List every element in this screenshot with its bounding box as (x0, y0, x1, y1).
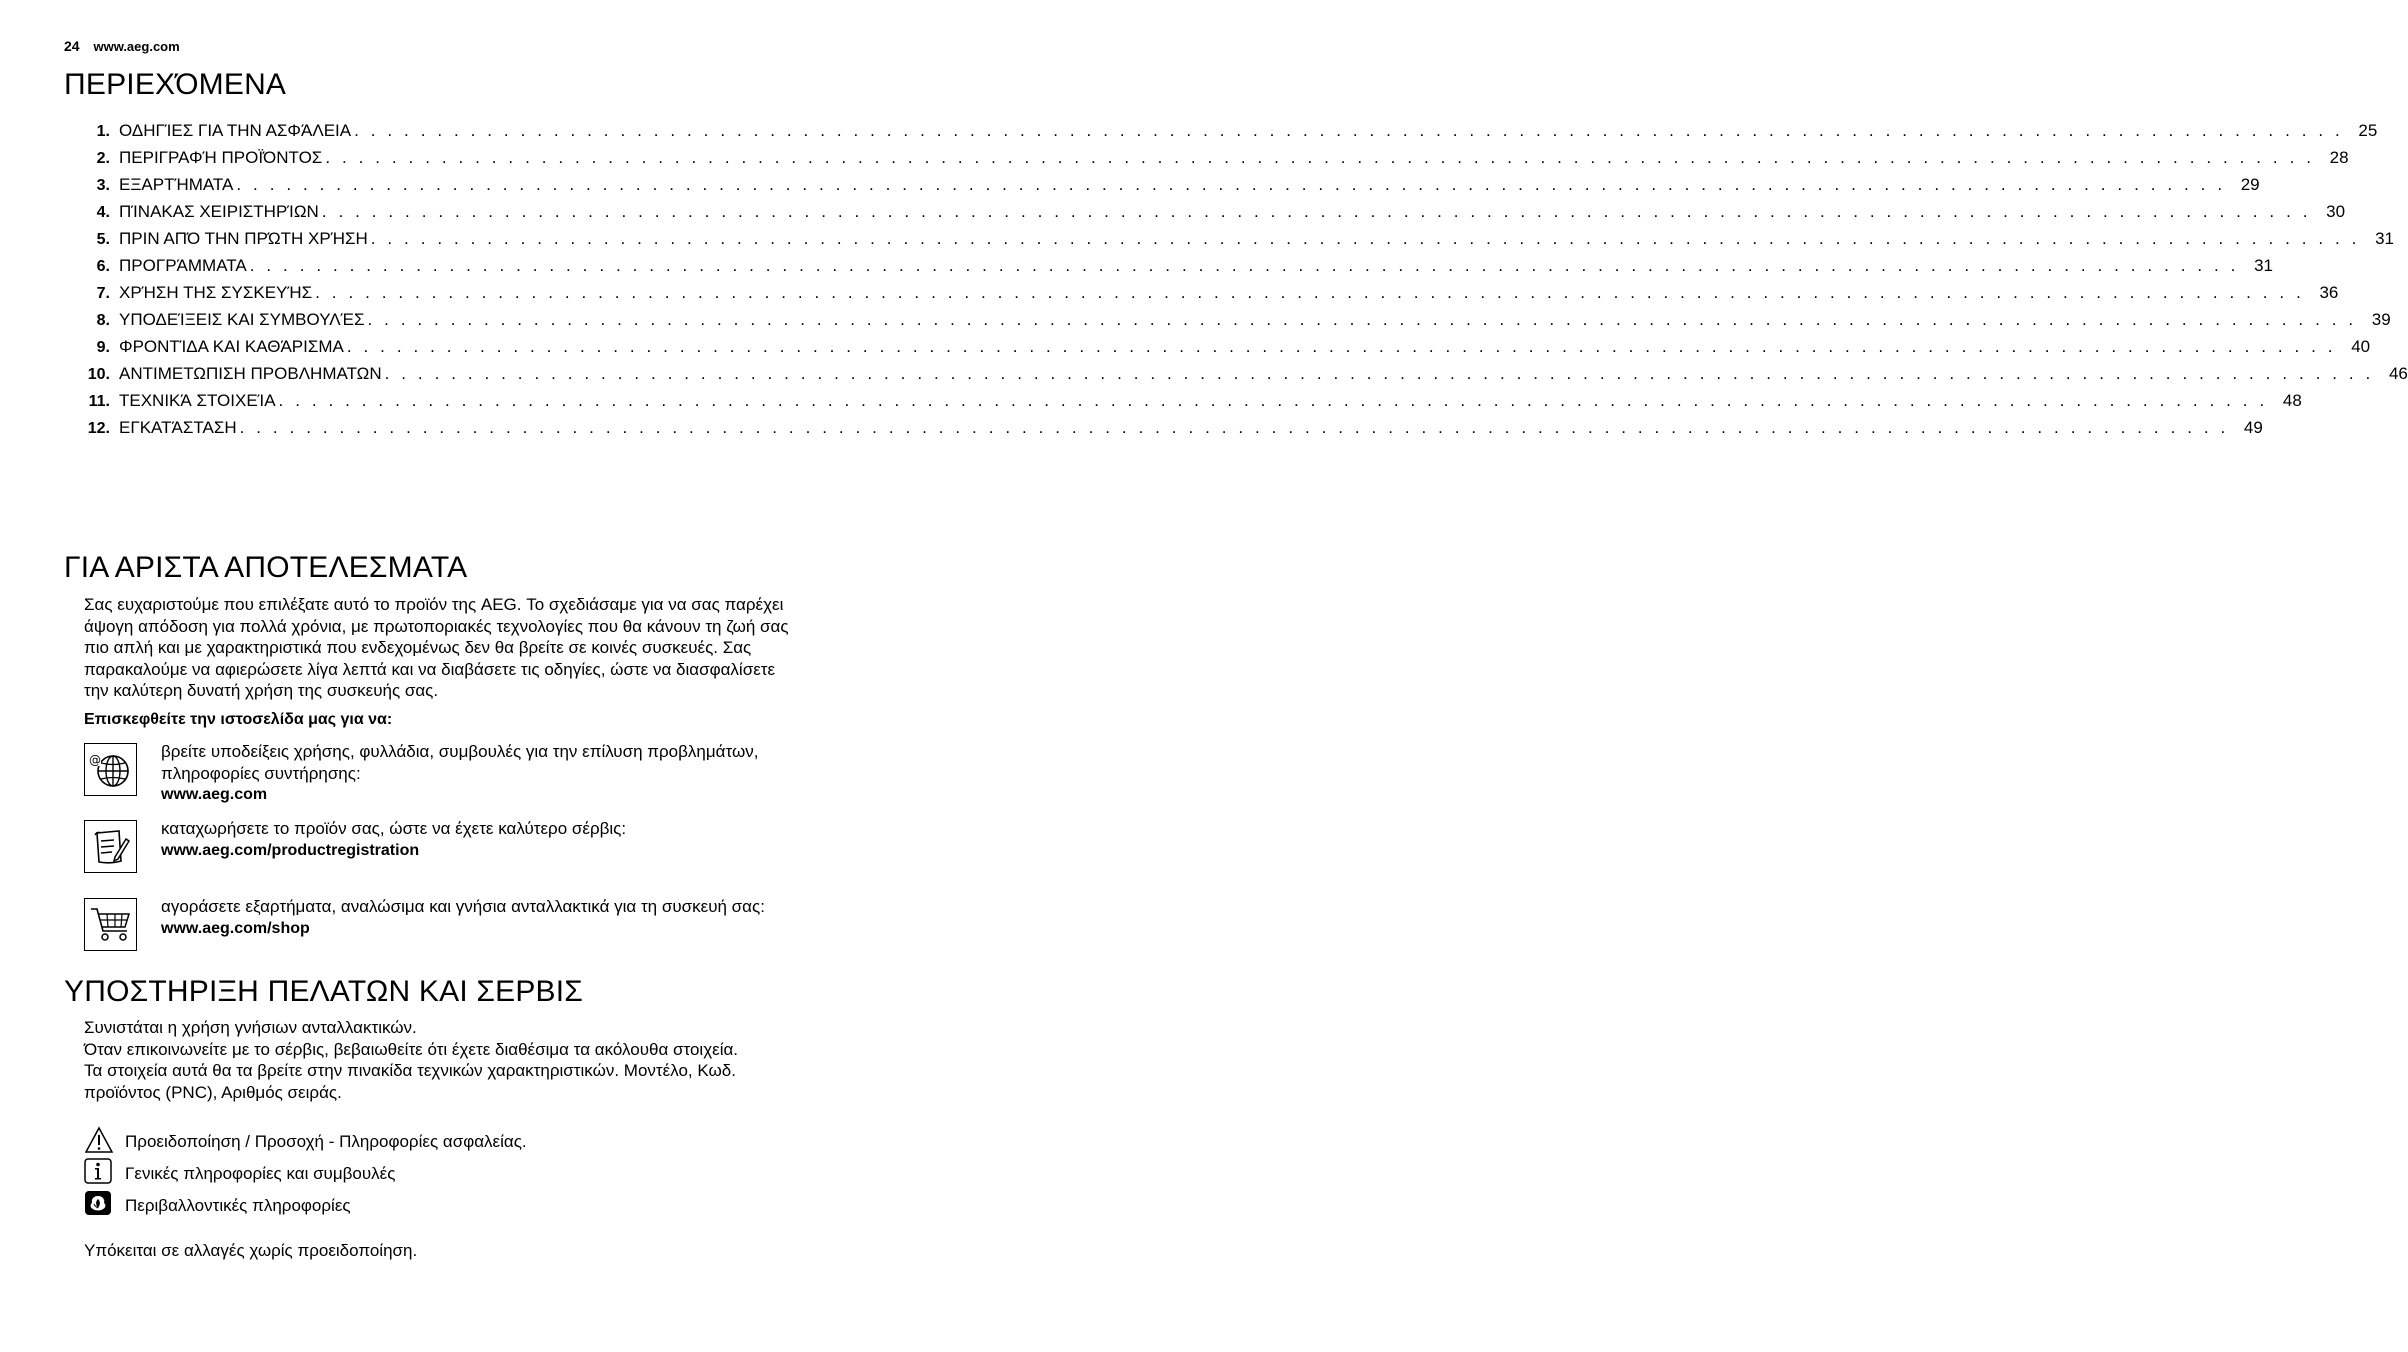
toc-row[interactable] (80, 202, 2346, 229)
legend-text: Προειδοποίηση / Προσοχή - Πληροφορίες ασφαλείας. (125, 1132, 527, 1151)
registration-form-icon (84, 820, 137, 873)
support-line: προϊόντος (PNC), Αριθμός σειράς. (84, 1082, 342, 1102)
toc-leader-dots: . . . . . . . . . . . . . . . . . . . . . . . . . . . . . . . . . . . . . . . . . . . . . . . . . . . . . . . . . . . . . . . . . . . . . . . . . . . . . . . . . . . . . . . . . . . . . . . . . . . . . . . . . . . . . . . . . . . . . . . . (354, 121, 2344, 140)
toc-leader-dots: . . . . . . . . . . . . . . . . . . . . . . . . . . . . . . . . . . . . . . . . . . . . . . . . . . . . . . . . . . . . . . . . . . . . . . . . . . . . . . . . . . . . . . . . . . . . . . . . . . . . . . . . . . . . . . . . . . . . . . . . (249, 256, 2239, 275)
toc-number: 5. (96, 231, 110, 248)
toc-page-number: 31 (2375, 229, 2394, 248)
toc-title[interactable]: ΦΡΟΝΤΊΔΑ ΚΑΙ ΚΑΘΆΡΙΣΜΑ (119, 337, 344, 356)
toc-page-number: 31 (2254, 256, 2273, 275)
toc-title[interactable]: ΥΠΟΔΕΊΞΕΙΣ ΚΑΙ ΣΥΜΒΟΥΛΈΣ (119, 310, 365, 329)
visit-line: καταχωρήσετε το προϊόν σας, ώστε να έχετε καλύτερο σέρβις: (161, 819, 627, 838)
toc-page-number: 49 (2243, 418, 2263, 437)
svg-text:@: @ (89, 753, 101, 767)
toc-title[interactable]: ΑΝΤΙΜΕΤΩΠΙΣΗ ΠΡΟΒΛΗΜΑΤΩΝ (119, 364, 382, 383)
toc-leader-dots: . . . . . . . . . . . . . . . . . . . . . . . . . . . . . . . . . . . . . . . . . . . . . . . . . . . . . . . . . . . . . . . . . . . . . . . . . . . . . . . . . . . . . . . . . . . . . . . . . . . . . . . . . . . . . . . . . . . . . . . . (278, 391, 2268, 410)
legend-text: Περιβαλλοντικές πληροφορίες (125, 1196, 351, 1215)
toc-page-number: 25 (2358, 121, 2378, 140)
visit-text (161, 896, 881, 939)
table-of-contents (80, 121, 2408, 445)
toc-number: 3. (96, 177, 110, 194)
toc-page-number: 28 (2329, 148, 2349, 167)
toc-title[interactable]: ΠΊΝΑΚΑΣ ΧΕΙΡΙΣΤΗΡΊΩΝ (119, 202, 319, 221)
toc-row[interactable] (80, 256, 2273, 283)
support-paragraph (84, 1017, 899, 1103)
legend-item (84, 1158, 684, 1188)
page-number: 24 (64, 38, 80, 54)
toc-row[interactable] (80, 418, 2263, 445)
website-link[interactable]: www.aeg.com (161, 786, 268, 803)
toc-title[interactable]: ΠΕΡΙΓΡΑΦΉ ΠΡΟΪΌΝΤΟΣ (119, 148, 323, 167)
toc-leader-dots: . . . . . . . . . . . . . . . . . . . . . . . . . . . . . . . . . . . . . . . . . . . . . . . . . . . . . . . . . . . . . . . . . . . . . . . . . . . . . . . . . . . . . . . . . . . . . . . . . . . . . . . . . . . . . . . . . . . . . . . . (325, 148, 2315, 167)
legend-item (84, 1126, 684, 1156)
toc-row[interactable] (80, 175, 2260, 202)
support-line: Συνιστάται η χρήση γνήσιων ανταλλακτικών. (84, 1018, 417, 1037)
registration-link[interactable]: www.aeg.com/productregistration (161, 841, 420, 859)
page-header (64, 38, 180, 54)
shop-link[interactable]: www.aeg.com/shop (161, 919, 310, 937)
toc-leader-dots: . . . . . . . . . . . . . . . . . . . . . . . . . . . . . . . . . . . . . . . . . . . . . . . . . . . . . . . . . . . . . . . . . . . . . . . . . . . . . . . . . . . . . . . . . . . . . . . . . . . . . . . . . . . . . . . . . . . . . . . . (236, 175, 2226, 194)
toc-title[interactable]: ΟΔΗΓΊΕΣ ΓΙΑ ΤΗΝ ΑΣΦΆΛΕΙΑ (119, 121, 352, 140)
intro-line: παρακαλούμε να αφιερώσετε λίγα λεπτά και να διαβάσετε τις οδηγίες, ώστε να διασφαλίσετε (84, 659, 776, 679)
toc-page-number: 46 (2388, 364, 2408, 383)
footer-note: Υπόκειται σε αλλαγές χωρίς προειδοποίηση. (84, 1241, 418, 1260)
support-line: Τα στοιχεία αυτά θα τα βρείτε στην πινακίδα τεχνικών χαρακτηριστικών. Μοντέλο, Κωδ. (84, 1061, 736, 1080)
results-heading: ΓΙΑ ΑΡΙΣΤΑ ΑΠΟΤΕΛΕΣΜΑΤΑ (64, 551, 468, 584)
toc-row[interactable] (80, 148, 2349, 175)
toc-number: 6. (96, 258, 110, 275)
intro-line: Σας ευχαριστούμε που επιλέξατε αυτό το προϊόν της AEG. Το σχεδιάσαμε για να σας παρέχει (84, 595, 784, 614)
toc-row[interactable] (80, 364, 2408, 391)
support-heading: ΥΠΟΣΤΗΡΙΞΗ ΠΕΛΑΤΩΝ ΚΑΙ ΣΕΡΒΙΣ (64, 975, 584, 1008)
toc-page-number: 48 (2282, 391, 2302, 410)
toc-leader-dots: . . . . . . . . . . . . . . . . . . . . . . . . . . . . . . . . . . . . . . . . . . . . . . . . . . . . . . . . . . . . . . . . . . . . . . . . . . . . . . . . . . . . . . . . . . . . . . . . . . . . . . . . . . . . . . . . . . . . . . . . (321, 202, 2312, 221)
intro-paragraph (84, 594, 899, 702)
toc-leader-dots: . . . . . . . . . . . . . . . . . . . . . . . . . . . . . . . . . . . . . . . . . . . . . . . . . . . . . . . . . . . . . . . . . . . . . . . . . . . . . . . . . . . . . . . . . . . . . . . . . . . . . . . . . . . . . . . . . . . . . . . . (367, 310, 2357, 329)
toc-number: 2. (96, 150, 110, 167)
toc-page-number: 40 (2351, 337, 2371, 356)
info-icon (84, 1158, 112, 1184)
toc-title[interactable]: ΕΓΚΑΤΆΣΤΑΣΗ (119, 418, 237, 437)
visit-text (161, 818, 881, 861)
toc-number: 4. (96, 204, 110, 221)
toc-number: 7. (96, 285, 110, 302)
toc-title[interactable]: ΠΡΟΓΡΆΜΜΑΤΑ (119, 256, 247, 275)
toc-number: 12. (87, 420, 110, 437)
toc-leader-dots: . . . . . . . . . . . . . . . . . . . . . . . . . . . . . . . . . . . . . . . . . . . . . . . . . . . . . . . . . . . . . . . . . . . . . . . . . . . . . . . . . . . . . . . . . . . . . . . . . . . . . . . . . . . . . . . . . . . . . . . . (239, 418, 2229, 437)
visit-item (84, 898, 884, 954)
toc-leader-dots: . . . . . . . . . . . . . . . . . . . . . . . . . . . . . . . . . . . . . . . . . . . . . . . . . . . . . . . . . . . . . . . . . . . . . . . . . . . . . . . . . . . . . . . . . . . . . . . . . . . . . . . . . . . . . . . . . . . . . . . . (315, 283, 2305, 302)
toc-number: 11. (88, 393, 110, 410)
toc-number: 9. (96, 339, 110, 356)
visit-item (84, 820, 884, 876)
header-website: www.aeg.com (93, 39, 180, 54)
toc-row[interactable] (80, 310, 2391, 337)
toc-heading: ΠΕΡΙΕΧΌΜΕΝΑ (64, 68, 287, 101)
toc-number: 8. (96, 312, 110, 329)
toc-row[interactable] (80, 391, 2302, 418)
web-globe-icon (84, 743, 137, 796)
toc-row[interactable] (80, 337, 2371, 364)
intro-line: πιο απλή και με χαρακτηριστικά που ενδεχομένως δεν θα βρείτε σε κοινές συσκευές. Σας (84, 638, 752, 657)
toc-page-number: 39 (2371, 310, 2391, 329)
toc-title[interactable]: ΧΡΉΣΗ ΤΗΣ ΣΥΣΚΕΥΉΣ (119, 283, 313, 302)
toc-row[interactable] (80, 283, 2339, 310)
toc-leader-dots: . . . . . . . . . . . . . . . . . . . . . . . . . . . . . . . . . . . . . . . . . . . . . . . . . . . . . . . . . . . . . . . . . . . . . . . . . . . . . . . . . . . . . . . . . . . . . . . . . . . . . . . . . . . . . . . . . . . . . . . . (346, 337, 2337, 356)
toc-title[interactable]: ΕΞΑΡΤΉΜΑΤΑ (119, 175, 234, 194)
visit-item (84, 742, 884, 803)
support-line: Όταν επικοινωνείτε με το σέρβις, βεβαιωθείτε ότι έχετε διαθέσιμα τα ακόλουθα στοιχεία. (84, 1039, 739, 1059)
toc-page-number: 29 (2240, 175, 2260, 194)
environment-icon (84, 1190, 112, 1216)
toc-page-number: 36 (2319, 283, 2339, 302)
toc-number: 10. (87, 366, 110, 383)
toc-leader-dots: . . . . . . . . . . . . . . . . . . . . . . . . . . . . . . . . . . . . . . . . . . . . . . . . . . . . . . . . . . . . . . . . . . . . . . . . . . . . . . . . . . . . . . . . . . . . . . . . . . . . . . . . . . . . . . . . . . . . . . . . (370, 229, 2360, 248)
toc-row[interactable] (80, 229, 2394, 256)
legend-item (84, 1190, 684, 1220)
visit-line: βρείτε υποδείξεις χρήσης, φυλλάδια, συμβουλές για την επίλυση προβλημάτων, (161, 742, 759, 761)
intro-line: άψογη απόδοση για πολλά χρόνια, με πρωτοποριακές τεχνολογίες που θα κάνουν τη ζωή σας (84, 616, 789, 636)
toc-page-number: 30 (2326, 202, 2346, 221)
visit-heading: Επισκεφθείτε την ιστοσελίδα μας για να: (84, 711, 393, 728)
visit-line: αγοράσετε εξαρτήματα, αναλώσιμα και γνήσια ανταλλακτικά για τη συσκευή σας: (161, 897, 765, 916)
toc-title[interactable]: ΠΡΙΝ ΑΠΌ ΤΗΝ ΠΡΏΤΗ ΧΡΉΣΗ (119, 229, 368, 248)
toc-row[interactable] (80, 121, 2378, 148)
toc-leader-dots: . . . . . . . . . . . . . . . . . . . . . . . . . . . . . . . . . . . . . . . . . . . . . . . . . . . . . . . . . . . . . . . . . . . . . . . . . . . . . . . . . . . . . . . . . . . . . . . . . . . . . . . . . . . . . . . . . . . . . . . . (384, 364, 2374, 383)
shopping-cart-icon (84, 898, 137, 951)
toc-title[interactable]: ΤΕΧΝΙΚΆ ΣΤΟΙΧΕΊΑ (119, 391, 276, 410)
visit-text (161, 741, 881, 806)
visit-line: πληροφορίες συντήρησης: (161, 763, 361, 783)
toc-number: 1. (96, 123, 110, 140)
warning-triangle-icon (84, 1126, 114, 1154)
legend-text: Γενικές πληροφορίες και συμβουλές (125, 1164, 396, 1183)
intro-line: την καλύτερη δυνατή χρήση της συσκευής σας. (84, 681, 439, 700)
